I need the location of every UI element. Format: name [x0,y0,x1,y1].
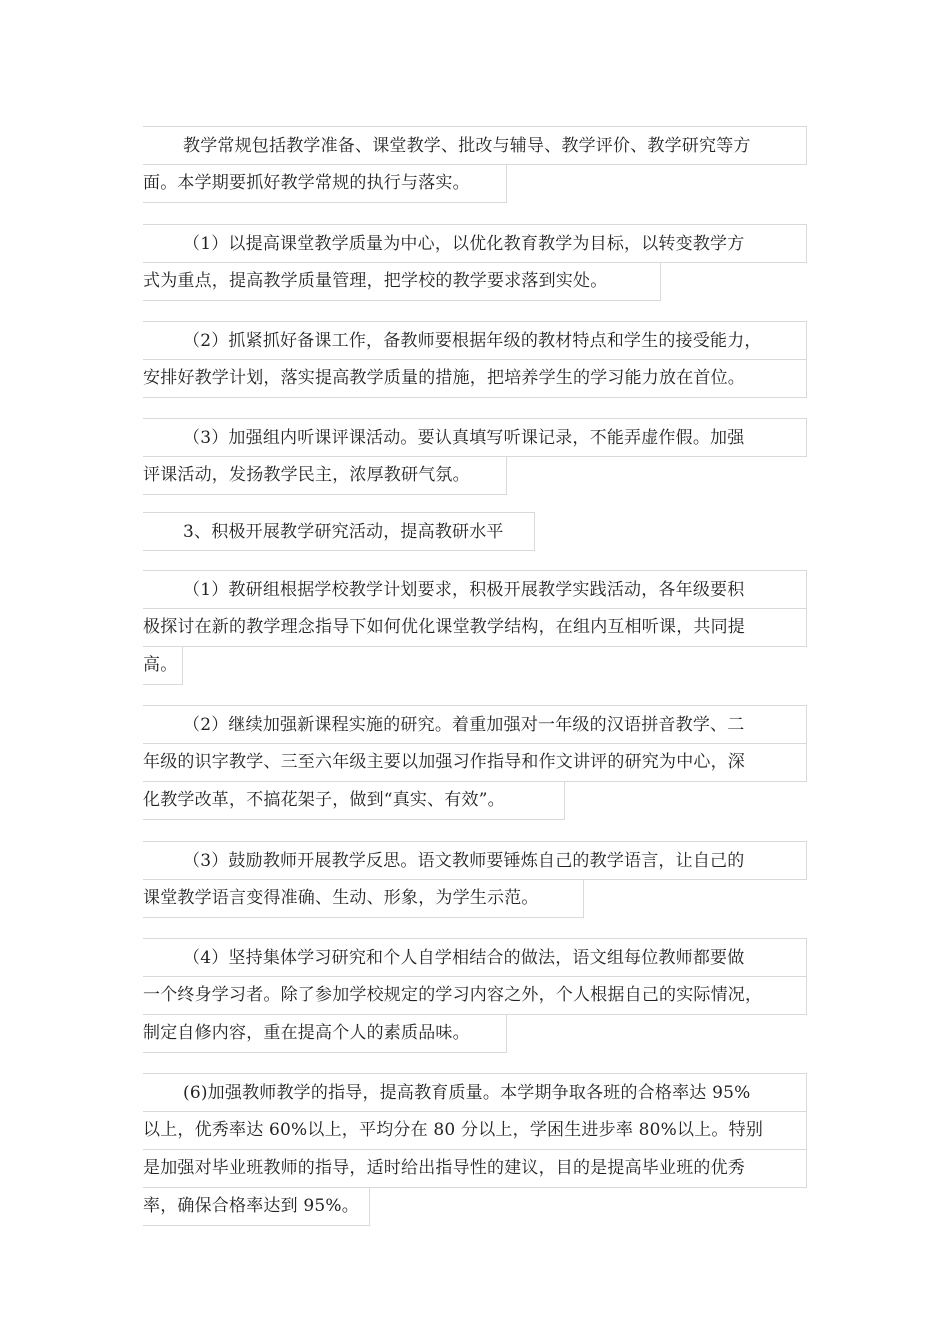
paragraph-line: 化教学改革，不搞花架子，做到“真实、有效”。 [143,781,565,820]
paragraph-line: 高。 [143,646,183,685]
paragraph-line: （1）教研组根据学校教学计划要求，积极开展教学实践活动，各年级要积 [143,570,807,609]
paragraph-line: （1）以提高课堂教学质量为中心，以优化教育教学为目标，以转变教学方 [143,224,807,263]
paragraph-line: （4）坚持集体学习研究和个人自学相结合的做法，语文组每位教师都要做 [143,938,807,977]
paragraph-line: 制定自修内容，重在提高个人的素质品味。 [143,1014,507,1053]
paragraph-line: （2）抓紧抓好备课工作，备教师要根据年级的教材特点和学生的接受能力， [143,321,807,360]
paragraph-line: （3）鼓励教师开展教学反思。语文教师要锤炼自己的教学语言，让自己的 [143,841,807,880]
section-heading-line: 3、积极开展教学研究活动，提高教研水平 [143,512,535,551]
paragraph-line: （2）继续加强新课程实施的研究。着重加强对一年级的汉语拼音教学、二 [143,705,807,744]
paragraph-line: 极探讨在新的教学理念指导下如何优化课堂教学结构，在组内互相听课，共同提 [143,608,807,647]
paragraph-line: 面。本学期要抓好教学常规的执行与落实。 [143,164,507,203]
paragraph-line: 教学常规包括教学准备、课堂教学、批改与辅导、教学评价、教学研究等方 [143,126,807,165]
paragraph-line: 安排好教学计划，落实提高教学质量的措施，把培养学生的学习能力放在首位。 [143,359,807,398]
paragraph-line: 评课活动，发扬教学民主，浓厚教研气氛。 [143,456,507,495]
paragraph-line: 是加强对毕业班教师的指导，适时给出指导性的建议，目的是提高毕业班的优秀 [143,1149,807,1188]
paragraph-line: 一个终身学习者。除了参加学校规定的学习内容之外，个人根据自己的实际情况， [143,976,807,1015]
paragraph-line: 课堂教学语言变得准确、生动、形象，为学生示范。 [143,879,584,918]
paragraph-line: (6)加强教师教学的指导，提高教育质量。本学期争取各班的合格率达 95% [143,1073,807,1112]
paragraph-line: 率，确保合格率达到 95%。 [143,1187,370,1226]
paragraph-line: 式为重点，提高教学质量管理，把学校的教学要求落到实处。 [143,262,661,301]
paragraph-line: 以上，优秀率达 60%以上，平均分在 80 分以上，学困生进步率 80%以上。特别 [143,1111,807,1150]
paragraph-line: （3）加强组内听课评课活动。要认真填写听课记录，不能弄虚作假。加强 [143,418,807,457]
paragraph-line: 年级的识字教学、三至六年级主要以加强习作指导和作文讲评的研究为中心，深 [143,743,807,782]
